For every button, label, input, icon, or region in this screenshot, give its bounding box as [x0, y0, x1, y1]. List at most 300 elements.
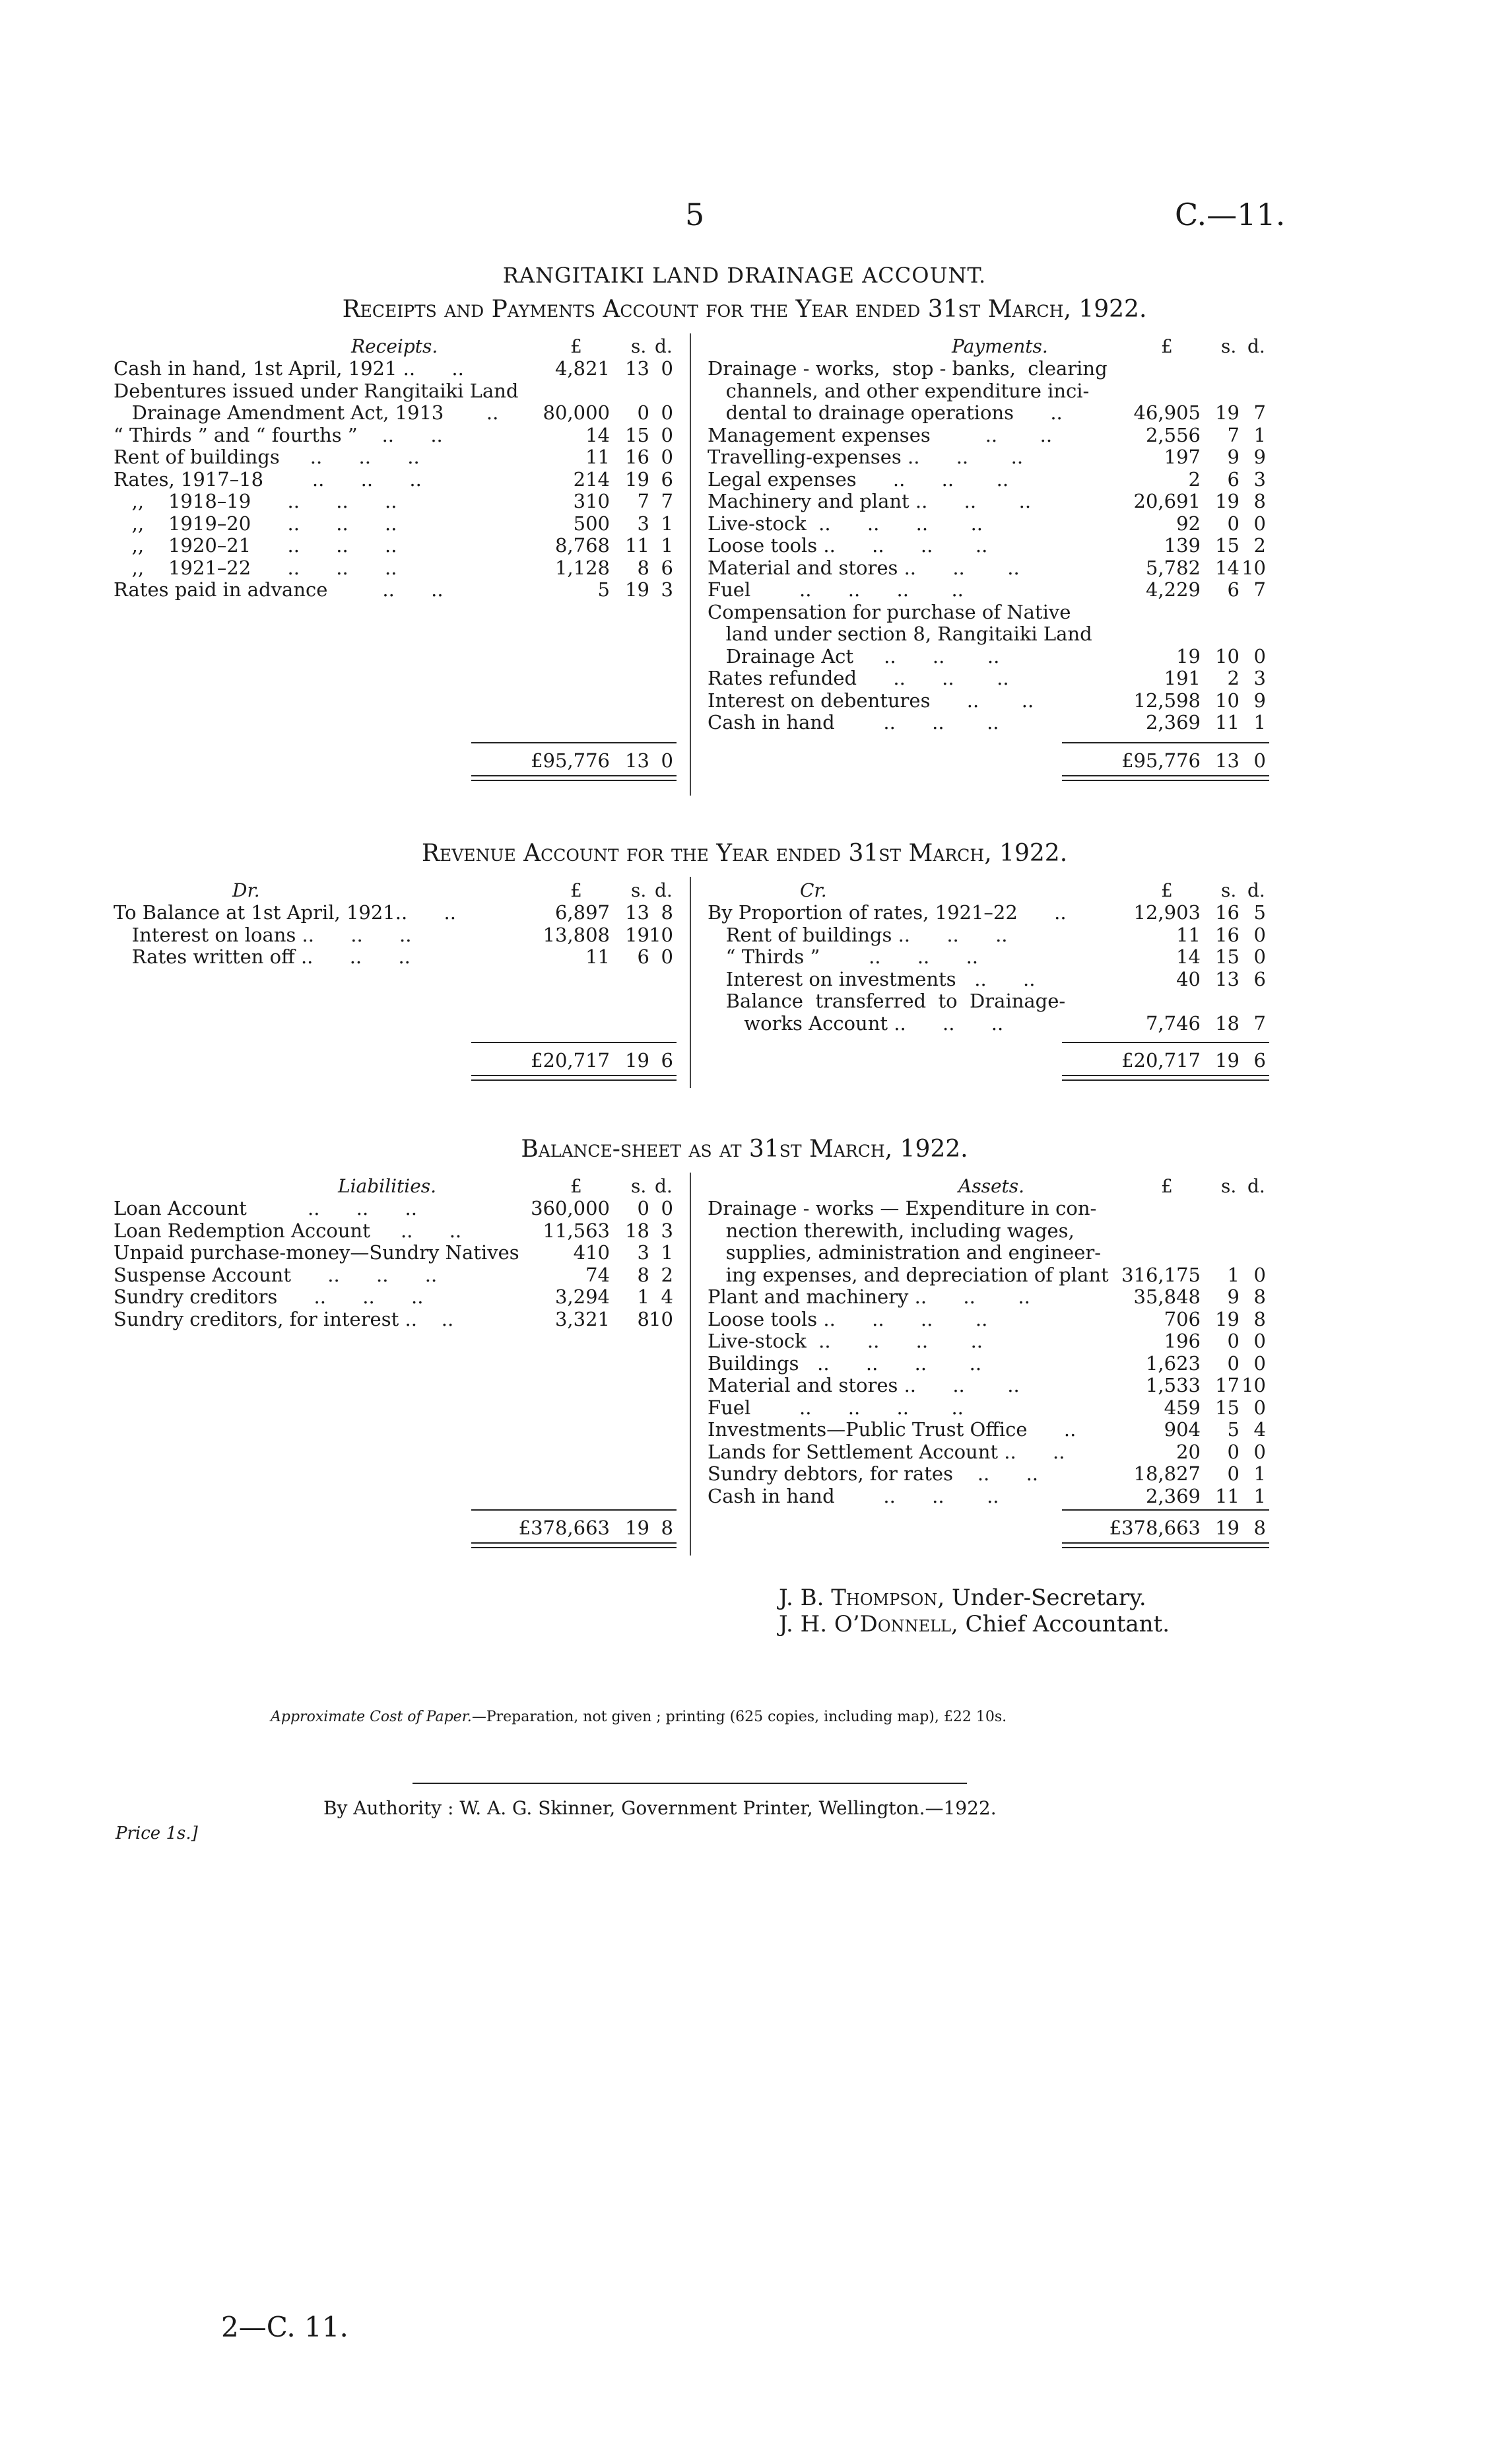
revenue_dr-row [114, 924, 680, 945]
assets-total-double-rule [1062, 1542, 1269, 1548]
liabilities-row-shillings: 3 [637, 1241, 649, 1264]
liabilities-row-pounds: 360,000 [531, 1197, 610, 1219]
receipts-row [114, 491, 680, 512]
revenue_dr-total-double-rule [471, 1075, 677, 1081]
assets-row-shillings: 0 [1227, 1330, 1240, 1352]
assets-row [708, 1242, 1271, 1263]
assets-row-pence: 8 [1253, 1307, 1266, 1330]
receipts-row-pounds: 11 [585, 446, 610, 468]
assets-row-pence: 0 [1253, 1263, 1266, 1286]
revenue_cr-row-pounds: 14 [1176, 945, 1201, 968]
receipts-heading: Receipts. [351, 335, 438, 357]
payments-row-label: dental to drainage operations .. [708, 401, 1063, 424]
assets-row-pounds: 35,848 [1133, 1285, 1201, 1308]
revenue_cr-col-d: d. [1247, 879, 1265, 901]
payments-row-pounds: 12,598 [1133, 689, 1201, 712]
payments-row-pence: 2 [1253, 534, 1266, 557]
assets-row-shillings: 17 [1215, 1374, 1240, 1396]
payments-total-rule [1062, 742, 1269, 743]
payments-row [708, 646, 1271, 667]
liabilities-col-d: d. [655, 1175, 673, 1197]
balance-title: Balance-sheet as at 31st March, 1922. [521, 1136, 968, 1163]
revenue_cr-row-shillings: 16 [1215, 923, 1240, 946]
receipts-row [114, 535, 680, 556]
receipts-total [114, 750, 680, 771]
payments-row-label: Drainage - works, stop - banks, clearing [708, 357, 1108, 380]
receipts-row-shillings: 19 [625, 578, 649, 601]
page-number: 5 [685, 197, 705, 232]
liabilities-row-shillings: 1 [637, 1285, 649, 1308]
assets-row-label: Investments—Public Trust Office .. [708, 1418, 1076, 1441]
liabilities-col-pound: £ [570, 1175, 582, 1197]
revenue_dr-row-label: Interest on loans .. .. .. [114, 923, 412, 946]
receipts-row-pounds: 500 [573, 512, 610, 535]
payments-row-shillings: 11 [1215, 711, 1240, 734]
assets-col-d: d. [1247, 1175, 1265, 1197]
assets-row-pence: 0 [1253, 1330, 1266, 1352]
bs-divider [690, 1173, 691, 1556]
receipts-row [114, 469, 680, 490]
receipts-row-pounds: 310 [573, 490, 610, 512]
liabilities-total-double-rule [471, 1542, 677, 1548]
payments-row [708, 446, 1271, 467]
receipts-row [114, 513, 680, 534]
liabilities-row-shillings: 18 [625, 1219, 649, 1242]
receipts-row-shillings: 0 [637, 401, 649, 424]
revenue_cr-total-pence: 6 [1253, 1049, 1266, 1072]
payments-row-label: Travelling-expenses .. .. .. [708, 446, 1024, 468]
receipts-row-label: ,, 1918–19 .. .. .. [114, 490, 397, 512]
liabilities-row-label: Loan Account .. .. .. [114, 1197, 417, 1219]
receipts-row-pounds: 5 [597, 578, 610, 601]
assets-row-pence: 1 [1253, 1484, 1266, 1507]
payments-row-shillings: 6 [1227, 467, 1240, 491]
receipts-row-label: Rent of buildings .. .. .. [114, 446, 420, 468]
payments-row-pence: 1 [1253, 711, 1266, 734]
revenue_dr-row-label: Rates written off .. .. .. [114, 945, 411, 968]
receipts-row-label: Rates paid in advance .. .. [114, 578, 444, 601]
payments-row-shillings: 9 [1227, 446, 1240, 468]
payments-row-pounds: 2 [1188, 467, 1201, 491]
assets-row-shillings: 0 [1227, 1352, 1240, 1375]
cost-label: Approximate Cost of Paper. [271, 1709, 472, 1725]
revenue_cr-row-label: “ Thirds ” .. .. .. [708, 945, 979, 968]
payments-row [708, 667, 1271, 689]
liabilities-row-pence: 2 [661, 1263, 673, 1286]
assets-row-label: Buildings .. .. .. .. [708, 1352, 982, 1375]
payments-row [708, 690, 1271, 711]
revenue_cr-col-s: s. [1221, 879, 1237, 901]
liabilities-row-label: Unpaid purchase-money—Sundry Natives [114, 1241, 519, 1264]
revenue_cr-row-pence: 0 [1253, 945, 1266, 968]
liabilities-row [114, 1242, 680, 1263]
payments-row-pence: 3 [1253, 667, 1266, 689]
payments-row-label: Drainage Act .. .. .. [708, 644, 1000, 667]
payments-row-label: Compensation for purchase of Native [708, 600, 1071, 623]
revenue_cr-total-double-rule [1062, 1075, 1269, 1081]
revenue_cr-row-shillings: 15 [1215, 945, 1240, 968]
assets-row-pounds: 316,175 [1121, 1263, 1201, 1286]
revenue_cr-row-pence: 7 [1253, 1011, 1266, 1035]
assets-row-pounds: 904 [1164, 1418, 1201, 1441]
signature-2-name: J. H. O’Donnell, [779, 1611, 958, 1637]
receipts-row-pounds: 14 [585, 423, 610, 446]
assets-row-label: ing expenses, and depreciation of plant [708, 1263, 1109, 1286]
assets-row-label: nection therewith, including wages, [708, 1219, 1075, 1242]
payments-row-label: Rates refunded .. .. .. [708, 667, 1009, 689]
liabilities-row [114, 1264, 680, 1285]
payments-row-shillings: 6 [1227, 578, 1240, 601]
revenue_dr-row [114, 902, 680, 923]
receipts-row-label: Cash in hand, 1st April, 1921 .. .. [114, 357, 464, 380]
liabilities-row-pounds: 410 [573, 1241, 610, 1264]
payments-total [708, 750, 1271, 771]
payments-row-pence: 3 [1253, 467, 1266, 491]
assets-row [708, 1419, 1271, 1440]
revenue_dr-total-pounds: £20,717 [531, 1049, 610, 1072]
liabilities-total-pounds: £378,663 [518, 1517, 610, 1539]
main-title: RANGITAIKI LAND DRAINAGE ACCOUNT. [502, 263, 987, 288]
receipts-row-pence: 0 [661, 423, 673, 446]
revenue_cr-row-label: Interest on investments .. .. [708, 967, 1036, 990]
payments-row-pence: 8 [1253, 490, 1266, 512]
receipts-row-shillings: 11 [625, 534, 649, 557]
assets-row [708, 1353, 1271, 1374]
receipts-row [114, 579, 680, 600]
receipts-row [114, 380, 680, 401]
payments-row-label: Legal expenses .. .. .. [708, 467, 1009, 491]
revenue_cr-row-shillings: 16 [1215, 901, 1240, 924]
receipts-row-pounds: 1,128 [554, 556, 610, 579]
payments-row-label: land under section 8, Rangitaiki Land [708, 623, 1092, 645]
revenue_cr-row [708, 946, 1271, 967]
price-note: Price 1s.] [116, 1824, 198, 1843]
payments-row-label: Interest on debentures .. .. [708, 689, 1034, 712]
payments-row-pence: 0 [1253, 644, 1266, 667]
liabilities-row [114, 1286, 680, 1307]
receipts-row-pence: 0 [661, 401, 673, 424]
payments-row-label: Fuel .. .. .. .. [708, 578, 964, 601]
revenue_cr-row-shillings: 13 [1215, 967, 1240, 990]
receipts-row [114, 446, 680, 467]
revenue-cr-section [708, 879, 1271, 1097]
payments-row [708, 579, 1271, 600]
payments-row-pounds: 2,369 [1145, 711, 1201, 734]
receipts-total-pounds: £95,776 [531, 749, 610, 772]
revenue_dr-row-shillings: 19 [625, 923, 649, 946]
payments-row [708, 712, 1271, 733]
payments-row-pence: 9 [1253, 446, 1266, 468]
assets-row-label: Sundry debtors, for rates .. .. [708, 1462, 1039, 1485]
payments-row-shillings: 0 [1227, 512, 1240, 535]
revenue_dr-heading: Dr. [232, 879, 260, 901]
assets-row-label: Material and stores .. .. .. [708, 1374, 1020, 1396]
assets-row-pounds: 2,369 [1145, 1484, 1201, 1507]
liabilities-row-label: Loan Redemption Account .. .. [114, 1219, 462, 1242]
payments-row-pence: 10 [1241, 556, 1266, 579]
assets-row-label: Fuel .. .. .. .. [708, 1396, 964, 1419]
receipts-row-pence: 6 [661, 467, 673, 491]
assets-row-shillings: 9 [1227, 1285, 1240, 1308]
revenue-title: Revenue Account for the Year ended 31st March, 1922. [421, 840, 1068, 867]
revenue_dr-row-shillings: 13 [625, 901, 649, 924]
revenue_cr-row-shillings: 18 [1215, 1011, 1240, 1035]
receipts-row-label: Drainage Amendment Act, 1913 .. [114, 401, 499, 424]
revenue_cr-row [708, 990, 1271, 1011]
cost-text: —Preparation, not given ; printing (625 copies, including map), £22 10s. [471, 1709, 1007, 1725]
rp-divider [690, 333, 691, 796]
receipts-payments-title: Receipts and Payments Account for the Year ended 31st March, 1922. [342, 296, 1147, 323]
receipts-total-rule [471, 742, 677, 743]
liabilities-section [114, 1175, 680, 1565]
liabilities-row-pounds: 3,321 [554, 1307, 610, 1330]
payments-row-pounds: 5,782 [1145, 556, 1201, 579]
receipts-row-pence: 1 [661, 534, 673, 557]
revenue_dr-row-pence: 0 [661, 945, 673, 968]
payments-section [708, 335, 1271, 798]
assets-row [708, 1198, 1271, 1219]
assets-row [708, 1286, 1271, 1307]
receipts-col-s: s. [631, 335, 647, 357]
receipts-row-pence: 6 [661, 556, 673, 579]
revenue_cr-row-pence: 5 [1253, 901, 1266, 924]
receipts-row [114, 358, 680, 379]
assets-heading: Assets. [958, 1175, 1025, 1197]
liabilities-row-pounds: 74 [585, 1263, 610, 1286]
payments-total-pence: 0 [1253, 749, 1266, 772]
signature-2 [779, 1611, 1170, 1637]
assets-row [708, 1397, 1271, 1418]
payments-row [708, 402, 1271, 423]
assets-row [708, 1375, 1271, 1396]
payments-row [708, 601, 1271, 623]
payments-row-label: channels, and other expenditure inci- [708, 379, 1090, 402]
revenue-dr-section [114, 879, 680, 1097]
receipts-row-label: ,, 1920–21 .. .. .. [114, 534, 397, 557]
revenue_dr-row-pounds: 13,808 [543, 923, 610, 946]
payments-total-pounds: £95,776 [1121, 749, 1201, 772]
liabilities-total-shillings: 19 [625, 1517, 649, 1539]
assets-row [708, 1463, 1271, 1484]
report-code: C.—11. [1175, 197, 1286, 232]
assets-row [708, 1220, 1271, 1241]
assets-row-pence: 4 [1253, 1418, 1266, 1441]
revenue_cr-row-pounds: 40 [1176, 967, 1201, 990]
receipts-section [114, 335, 680, 798]
assets-row [708, 1264, 1271, 1285]
payments-row-shillings: 2 [1227, 667, 1240, 689]
receipts-row-label: Rates, 1917–18 .. .. .. [114, 467, 422, 491]
receipts-row-shillings: 15 [625, 423, 649, 446]
assets-row-shillings: 11 [1215, 1484, 1240, 1507]
receipts-col-d: d. [655, 335, 673, 357]
liabilities-row-pence: 1 [661, 1241, 673, 1264]
liabilities-row-label: Suspense Account .. .. .. [114, 1263, 438, 1286]
assets-row-shillings: 0 [1227, 1440, 1240, 1463]
liabilities-row-pence: 3 [661, 1219, 673, 1242]
payments-row-label: Management expenses .. .. [708, 423, 1053, 446]
payments-row-label: Cash in hand .. .. .. [708, 711, 999, 734]
receipts-row-shillings: 13 [625, 357, 649, 380]
payments-row [708, 491, 1271, 512]
assets-row-label: Cash in hand .. .. .. [708, 1484, 999, 1507]
liabilities-row-pounds: 11,563 [543, 1219, 610, 1242]
revenue_dr-row-pounds: 11 [585, 945, 610, 968]
liabilities-row-shillings: 8 [637, 1263, 649, 1286]
assets-row-label: Live-stock .. .. .. .. [708, 1330, 983, 1352]
revenue_cr-row [708, 1013, 1271, 1034]
revenue_dr-row-pence: 8 [661, 901, 673, 924]
receipts-row-pounds: 4,821 [554, 357, 610, 380]
liabilities-col-s: s. [631, 1175, 647, 1197]
receipts-row-label: Debentures issued under Rangitaiki Land [114, 379, 519, 402]
revenue_cr-row-label: Balance transferred to Drainage- [708, 990, 1066, 1012]
payments-row-pence: 7 [1253, 578, 1266, 601]
payments-row [708, 469, 1271, 490]
revenue_dr-total-shillings: 19 [625, 1049, 649, 1072]
revenue_cr-total-pounds: £20,717 [1121, 1049, 1201, 1072]
revenue_dr-row [114, 946, 680, 967]
assets-row-pence: 0 [1253, 1440, 1266, 1463]
revenue_cr-row-pounds: 11 [1176, 923, 1201, 946]
payments-row-pounds: 197 [1164, 446, 1201, 468]
receipts-row-pence: 0 [661, 446, 673, 468]
payments-row-pence: 1 [1253, 423, 1266, 446]
revenue_dr-col-pound: £ [570, 879, 582, 901]
revenue_dr-total-pence: 6 [661, 1049, 673, 1072]
assets-row-shillings: 1 [1227, 1263, 1240, 1286]
receipts-row-pounds: 214 [573, 467, 610, 491]
signature-mark: 2—C. 11. [221, 2311, 348, 2343]
assets-row-pence: 0 [1253, 1352, 1266, 1375]
payments-row-shillings: 15 [1215, 534, 1240, 557]
assets-total [708, 1517, 1271, 1538]
liabilities-row-pence: 10 [649, 1307, 673, 1330]
liabilities-total [114, 1517, 680, 1538]
signature-1-name: J. B. Thompson, [779, 1585, 945, 1611]
receipts-row-pence: 0 [661, 357, 673, 380]
assets-row-label: Loose tools .. .. .. .. [708, 1307, 988, 1330]
signature-1-title: Under-Secretary. [951, 1585, 1146, 1611]
payments-heading: Payments. [952, 335, 1048, 357]
receipts-row-shillings: 19 [625, 467, 649, 491]
payments-row [708, 535, 1271, 556]
payments-row-pounds: 4,229 [1145, 578, 1201, 601]
receipts-row-pounds: 8,768 [554, 534, 610, 557]
signature-2-title: Chief Accountant. [965, 1611, 1170, 1637]
revenue_dr-col-d: d. [655, 879, 673, 901]
payments-row [708, 425, 1271, 446]
footer-rule [413, 1783, 967, 1784]
receipts-row-shillings: 8 [637, 556, 649, 579]
payments-total-shillings: 13 [1215, 749, 1240, 772]
revenue_cr-col-pound: £ [1161, 879, 1173, 901]
signature-1 [779, 1585, 1146, 1611]
revenue_cr-row-pence: 0 [1253, 923, 1266, 946]
payments-row-pounds: 139 [1164, 534, 1201, 557]
receipts-row-pence: 3 [661, 578, 673, 601]
rev-divider [690, 877, 691, 1088]
assets-row-pence: 8 [1253, 1285, 1266, 1308]
assets-row-label: Drainage - works — Expenditure in con- [708, 1197, 1097, 1219]
payments-col-d: d. [1247, 335, 1265, 357]
payments-row-pounds: 20,691 [1133, 490, 1201, 512]
revenue_cr-row-label: By Proportion of rates, 1921–22 .. [708, 901, 1067, 924]
assets-total-shillings: 19 [1215, 1517, 1240, 1539]
assets-row [708, 1330, 1271, 1352]
receipts-row-shillings: 7 [637, 490, 649, 512]
receipts-row-shillings: 3 [637, 512, 649, 535]
payments-row-pence: 7 [1253, 401, 1266, 424]
revenue_dr-total [114, 1050, 680, 1071]
assets-row-label: Lands for Settlement Account .. .. [708, 1440, 1065, 1463]
assets-row-pounds: 20 [1176, 1440, 1201, 1463]
payments-row-label: Material and stores .. .. .. [708, 556, 1020, 579]
revenue_dr-total-rule [471, 1042, 677, 1043]
receipts-row-pence: 1 [661, 512, 673, 535]
assets-row-pounds: 1,623 [1145, 1352, 1201, 1375]
assets-row-shillings: 19 [1215, 1307, 1240, 1330]
payments-row-label: Loose tools .. .. .. .. [708, 534, 988, 557]
payments-row-shillings: 14 [1215, 556, 1240, 579]
payments-row-pence: 0 [1253, 512, 1266, 535]
assets-row [708, 1309, 1271, 1330]
receipts-row-label: “ Thirds ” and “ fourths ” .. .. [114, 423, 443, 446]
payments-row-pounds: 191 [1164, 667, 1201, 689]
receipts-total-shillings: 13 [625, 749, 649, 772]
assets-col-pound: £ [1161, 1175, 1173, 1197]
revenue_cr-row-pounds: 12,903 [1133, 901, 1201, 924]
payments-row-pounds: 46,905 [1133, 401, 1201, 424]
payments-row-pounds: 92 [1176, 512, 1201, 535]
authority-line: By Authority : W. A. G. Skinner, Government Printer, Wellington.—1922. [323, 1797, 997, 1819]
receipts-row-pounds: 80,000 [543, 401, 610, 424]
assets-row-shillings: 0 [1227, 1462, 1240, 1485]
assets-row-shillings: 5 [1227, 1418, 1240, 1441]
payments-row [708, 623, 1271, 644]
assets-row-pounds: 459 [1164, 1396, 1201, 1419]
payments-col-s: s. [1221, 335, 1237, 357]
assets-row [708, 1486, 1271, 1507]
receipts-row-label: ,, 1919–20 .. .. .. [114, 512, 397, 535]
revenue_dr-row-pounds: 6,897 [554, 901, 610, 924]
assets-row-pounds: 18,827 [1133, 1462, 1201, 1485]
revenue_dr-col-s: s. [631, 879, 647, 901]
assets-row-pence: 1 [1253, 1462, 1266, 1485]
liabilities-row-shillings: 8 [637, 1307, 649, 1330]
revenue_cr-row-pounds: 7,746 [1145, 1011, 1201, 1035]
liabilities-row [114, 1220, 680, 1241]
payments-row-pence: 9 [1253, 689, 1266, 712]
receipts-row-pence: 7 [661, 490, 673, 512]
payments-row-shillings: 10 [1215, 689, 1240, 712]
liabilities-row-pounds: 3,294 [554, 1285, 610, 1308]
payments-row-shillings: 10 [1215, 644, 1240, 667]
payments-row-shillings: 19 [1215, 401, 1240, 424]
assets-row-pounds: 706 [1164, 1307, 1201, 1330]
liabilities-row-pence: 0 [661, 1197, 673, 1219]
payments-row [708, 380, 1271, 401]
revenue_cr-row-label: works Account .. .. .. [708, 1011, 1004, 1035]
receipts-total-double-rule [471, 775, 677, 781]
revenue_cr-row [708, 969, 1271, 990]
liabilities-total-rule [471, 1509, 677, 1511]
assets-row-label: Plant and machinery .. .. .. [708, 1285, 1030, 1308]
assets-row-shillings: 15 [1215, 1396, 1240, 1419]
revenue_dr-row-shillings: 6 [637, 945, 649, 968]
liabilities-total-pence: 8 [661, 1517, 673, 1539]
assets-row-pounds: 196 [1164, 1330, 1201, 1352]
